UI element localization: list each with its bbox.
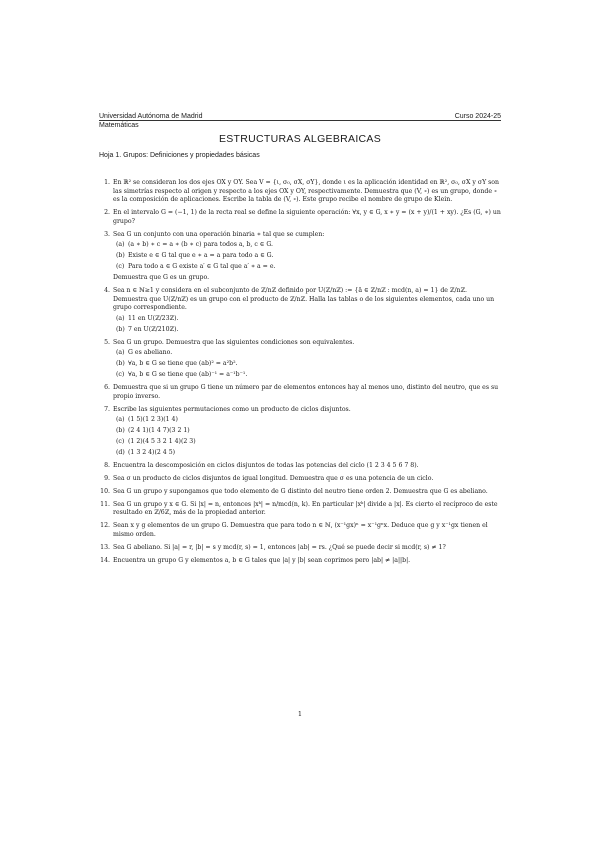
university-name: Universidad Autónoma de Madrid <box>99 113 203 120</box>
subitem-label: (c) <box>116 371 125 379</box>
exercise-item <box>99 522 501 539</box>
exercise-item <box>99 544 501 553</box>
header-rule <box>99 120 501 121</box>
exercise-item <box>99 231 501 283</box>
exercise-text: Encuentra un grupo G y elementos a, b ∈ G tales que |a| y |b| sean coprimos pero |ab| ≠ |a||b|. <box>113 556 411 564</box>
subitem-text: ∀a, b ∈ G se tiene que (ab)⁻¹ = a⁻¹b⁻¹. <box>128 371 248 379</box>
subitem-text: (1 5)(1 2 3)(1 4) <box>128 416 178 424</box>
exercise-item <box>99 287 501 334</box>
subitem <box>113 427 501 436</box>
page-header <box>99 112 501 130</box>
exercise-number: 11. <box>100 500 110 508</box>
exercise-item <box>99 339 501 380</box>
exercise-number: 12. <box>100 522 110 530</box>
sheet-title: Hoja 1. Grupos: Definiciones y propiedades básicas <box>99 152 260 159</box>
subitem-text: Para todo a ∈ G existe a′ ∈ G tal que a′ ∗ a = e. <box>128 263 276 271</box>
exercise-text: En ℝ² se consideran los dos ejes OX y OY. Sea V = {ι, σ₀, σX, σY}, donde ι es la aplicación identidad en ℝ², σ₀, σX y σY son las simetrías respecto al origen y respecto a los ejes OX y OY, respectivamente. Demuestra que (V, ∘) es un grupo, donde ∘ es la composición de aplicaciones. Escribe la tabla de (V, ∘). Este grupo recibe el nombre de grupo de Klein. <box>113 179 500 204</box>
exercise-text: Demuestra que si un grupo G tiene un número par de elementos entonces hay al menos uno, distinto del neutro, que es su propio inverso. <box>113 384 499 400</box>
subitem <box>113 416 501 425</box>
subitem-label: (b) <box>116 360 125 368</box>
subitem-label: (a) <box>116 241 125 249</box>
subitem <box>113 315 501 324</box>
subitem-text: (1 2)(4 5 3 2 1 4)(2 3) <box>128 437 196 445</box>
subitem <box>113 449 501 458</box>
subitem <box>113 252 501 261</box>
exercise-number: 9. <box>104 474 110 482</box>
subitem <box>113 326 501 335</box>
exercise-number: 8. <box>104 461 110 469</box>
exercise-item <box>99 209 501 226</box>
exercise-text: En el intervalo G = (−1, 1) de la recta real se define la siguiente operación: ∀x, y ∈ G, x ∗ y = (x + y)/(1 + xy). ¿Es (G, ∗) un grupo? <box>113 209 501 225</box>
subject-name: Matemáticas <box>99 122 139 129</box>
subitem <box>113 241 501 250</box>
exercise-list <box>99 179 501 570</box>
subitem-list <box>113 416 501 457</box>
exercise-item <box>99 557 501 566</box>
exercise-text: Sea G un grupo y supongamos que todo elemento de G distinto del neutro tiene orden 2. Demuestra que G es abeliano. <box>113 487 488 495</box>
exercise-item <box>99 462 501 471</box>
subitem-label: (a) <box>116 416 125 424</box>
exercise-text: Sea σ un producto de ciclos disjuntos de igual longitud. Demuestra que σ es una potencia de un ciclo. <box>113 474 434 482</box>
subitem-text: 11 en U(ℤ/23ℤ). <box>128 314 179 322</box>
exercise-text: Escribe las siguientes permutaciones como un producto de ciclos disjuntos. <box>113 405 351 413</box>
exercise-item <box>99 384 501 401</box>
subitem <box>113 371 501 380</box>
subitem <box>113 349 501 358</box>
subitem-text: Existe e ∈ G tal que e ∗ a = a para todo a ∈ G. <box>128 252 274 260</box>
subitem-label: (a) <box>116 349 125 357</box>
subitem <box>113 263 501 272</box>
subitem <box>113 438 501 447</box>
subitem-text: (1 3 2 4)(2 4 5) <box>128 448 176 456</box>
exercise-number: 2. <box>104 209 110 217</box>
subitem-label: (c) <box>116 437 125 445</box>
subitem-text: G es abeliano. <box>128 349 173 357</box>
exercise-number: 10. <box>100 487 110 495</box>
exercise-item <box>99 501 501 518</box>
subitem <box>113 360 501 369</box>
exercise-number: 13. <box>100 543 110 551</box>
exercise-text: Sea n ∈ ℕ≥1 y considera en el subconjunto de ℤ/nℤ definido por U(ℤ/nℤ) := {ā ∈ ℤ/nℤ : mcd(n, a) = 1} de ℤ/nℤ. Demuestra que U(ℤ/nℤ) es un grupo con el producto de ℤ/nℤ. Halla las tablas o de los siguientes elementos, cada uno un grupo correspondiente. <box>113 287 495 312</box>
exercise-text: Sea G un conjunto con una operación binaria ∗ tal que se cumplen: <box>113 230 325 238</box>
exercise-item <box>99 488 501 497</box>
subitem-label: (b) <box>116 252 125 260</box>
exercise-number: 7. <box>104 405 110 413</box>
exercise-text: Encuentra la descomposición en ciclos disjuntos de todas las potencias del ciclo (1 2 3 4 5 6 7 8). <box>113 461 419 469</box>
exercise-text: Sea G un grupo y x ∈ G. Si |x| = n, entonces |xᵏ| = n/mcd(n, k). En particular |xᵏ| divide a |x|. Es cierto el recíproco de este resultado en ℤ/6ℤ, más de la propiedad anterior. <box>113 500 498 517</box>
subitem-text: 7 en U(ℤ/210ℤ). <box>128 325 179 333</box>
subitem-label: (c) <box>116 263 125 271</box>
exercise-item <box>99 475 501 484</box>
course-year: Curso 2024-25 <box>454 113 501 120</box>
exercise-item <box>99 179 501 205</box>
exercise-text: Sean x y g elementos de un grupo G. Demuestra que para todo n ∈ ℕ, (x⁻¹gx)ⁿ = x⁻¹gⁿx. Deduce que g y x⁻¹gx tienen el mismo orden. <box>113 522 488 538</box>
exercise-number: 4. <box>104 287 110 294</box>
subitem-label: (b) <box>116 427 125 435</box>
exercise-text: Sea G abeliano. Si |a| = r, |b| = s y mcd(r, s) = 1, entonces |ab| = rs. ¿Qué se puede decir si mcd(r, s) ≠ 1? <box>113 543 446 551</box>
exercise-number: 5. <box>104 338 110 346</box>
subitem-text: (2 4 1)(1 4 7)(3 2 1) <box>128 427 190 435</box>
subitem-text: ∀a, b ∈ G se tiene que (ab)² = a²b². <box>128 360 238 368</box>
exercise-text: Sea G un grupo. Demuestra que las siguientes condiciones son equivalentes. <box>113 338 355 346</box>
exercise-number: 6. <box>104 384 110 392</box>
subitem-text: (a ∗ b) ∗ c = a ∗ (b ∗ c) para todos a, b, c ∈ G. <box>128 241 274 249</box>
exercise-number: 1. <box>104 179 110 186</box>
subitem-list <box>113 315 501 334</box>
exercise-number: 3. <box>104 230 110 238</box>
document-title: ESTRUCTURAS ALGEBRAICAS <box>218 133 382 145</box>
page-number: 1 <box>297 710 303 718</box>
subitem-label: (a) <box>116 314 125 322</box>
subitem-list <box>113 241 501 271</box>
exercise-conclusion: Demuestra que G es un grupo. <box>113 274 210 282</box>
subitem-list <box>113 349 501 379</box>
exercise-number: 14. <box>100 556 110 564</box>
subitem-label: (b) <box>116 325 125 333</box>
subitem-label: (d) <box>116 448 125 456</box>
exercise-item <box>99 406 501 458</box>
